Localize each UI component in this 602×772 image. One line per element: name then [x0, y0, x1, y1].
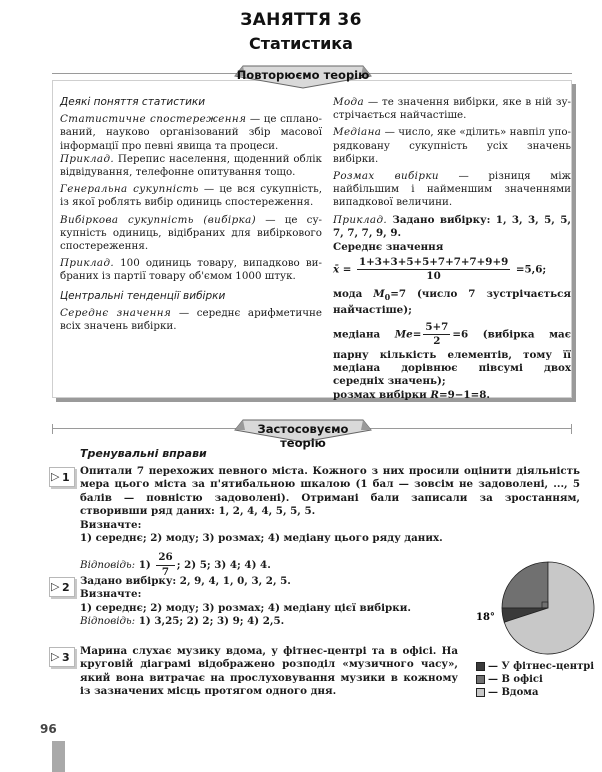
exercise-number: 2: [62, 581, 70, 594]
task-text: 1) середнє; 2) моду; 3) розмах; 4) медіану цієї вибірки.: [80, 601, 411, 614]
numerator: 26: [156, 551, 174, 565]
banner-label: Повторюємо теорію: [236, 68, 370, 82]
definition: — різниця між найбільшим і найменшим значеннями випадкової величини.: [333, 170, 571, 209]
median-fraction: [423, 321, 450, 348]
lesson-title: ЗАНЯТТЯ 36: [240, 10, 362, 30]
mode-subscript: 0: [384, 291, 391, 302]
central-tendency-heading: Центральні тенденції вибірки: [60, 289, 226, 302]
label: медіана: [333, 328, 381, 341]
answer-part: ; 2) 5; 3) 4; 4) 4.: [176, 559, 271, 572]
legend-item: [476, 660, 594, 673]
section2-tick-left: [52, 424, 53, 434]
task-text: 1) середнє; 2) моду; 3) розмах; 4) медіану цього ряду даних.: [80, 532, 443, 545]
observation-definition: [60, 113, 322, 153]
concepts-heading: Деякі поняття статистики: [60, 96, 206, 108]
triangle-right-icon: ▷: [51, 470, 60, 483]
pie-legend: [476, 660, 594, 699]
range-definition: [333, 170, 571, 210]
legend-label: — У фітнес-центрі: [488, 661, 595, 672]
legend-item: [476, 673, 594, 686]
exercise-1-badge: [49, 467, 75, 487]
triangle-right-icon: ▷: [51, 650, 60, 663]
median-symbol: Me: [394, 328, 413, 341]
page-edge-strip: [52, 741, 65, 772]
example-text: 100 одиниць товару, випадково вибраних із партії товару об'ємом 1000 штук.: [60, 257, 322, 283]
theory-left-column: [60, 96, 322, 337]
legend-item: [476, 686, 594, 699]
mean-result: =5,6;: [515, 263, 547, 276]
legend-swatch: [476, 675, 485, 684]
term: Генеральна сукупність: [60, 183, 199, 196]
median-example: [333, 321, 571, 388]
exercise-answer: [80, 615, 460, 628]
banner-label: Застосовуємо теорію: [257, 422, 349, 450]
answer-label: Відповідь:: [80, 559, 136, 572]
mode-symbol: M: [373, 287, 385, 300]
section2-tick-right: [571, 424, 572, 434]
example-text: Задано вибірку: 1, 3, 3, 5, 5, 7, 7, 7, 9, 9.: [333, 213, 571, 239]
task-label: Визначте:: [80, 518, 142, 531]
exercise-number: 1: [62, 471, 70, 484]
mean-label: Середнє значення: [333, 241, 444, 254]
answer-label: Відповідь:: [80, 615, 136, 628]
theory-right-column: [333, 96, 571, 406]
sample-definition: [60, 214, 322, 254]
text: =6 (вибірка має парну кількість елементів, тому її медіана дорівнює півсумі двох середніх значень);: [333, 328, 571, 387]
topic-title: Статистика: [249, 34, 353, 53]
page-number: 96: [40, 722, 57, 736]
music-time-pie-chart: [468, 560, 598, 656]
range-symbol: R: [430, 389, 439, 402]
text: =7 (число 7 зустрічається найчастіше);: [333, 287, 571, 316]
definition: — це спланований, науково організований збір масової інформації про певні явища та процеси.: [60, 113, 322, 152]
definition: — число, яке «ділить» навпіл упорядковану сукупність усіх значень вибірки.: [333, 126, 571, 165]
term: Статистичне спостереження: [60, 113, 247, 126]
exercise-number: 3: [62, 651, 70, 664]
text: =9−1=8.: [438, 389, 490, 402]
numerator: 5+7: [423, 321, 450, 335]
answer-part: 1): [138, 559, 151, 572]
equals: =: [412, 328, 422, 341]
exercises-heading: Тренувальні вправи: [80, 447, 207, 460]
triangle-right-icon: ▷: [51, 580, 60, 593]
term: Розмах вибірки: [333, 170, 439, 183]
mean-fraction: [357, 256, 510, 283]
exercise-2: [80, 575, 460, 629]
numerator: 1+3+3+5+5+7+7+7+9+9: [357, 256, 510, 270]
definition: — це вся сукупність, із якої роблять вибір одиниць спостереження.: [60, 183, 322, 209]
label: мода: [333, 287, 363, 300]
denominator: 10: [426, 270, 441, 283]
definition: — те значення вибірки, яке в ній зустрічається найчастіше.: [333, 96, 571, 122]
legend-label: — Вдома: [488, 687, 539, 698]
range-example: [333, 389, 571, 402]
population-definition: [60, 183, 322, 209]
term: Середнє значення: [60, 306, 172, 319]
legend-swatch: [476, 662, 485, 671]
example-label: Приклад.: [60, 152, 115, 165]
exercise-text: Марина слухає музику вдома, у фітнес-центрі та в офісі. На круговій діаграмі відображено розподіл «музичного часу», який вона витрачає на прослуховування музики в кожному із зазначених місць протягом одного дня.: [80, 645, 458, 698]
mean-definition: [60, 307, 322, 333]
denominator: 7: [161, 565, 170, 578]
legend-swatch: [476, 688, 485, 697]
label: розмах вибірки: [333, 389, 427, 402]
median-definition: [333, 126, 571, 166]
example-sample: [333, 214, 571, 240]
mean-formula: [333, 256, 571, 283]
angle-annotation: 18°: [476, 612, 495, 623]
banner-line-right: [362, 73, 572, 74]
exercise-text: Задано вибірку: 2, 9, 4, 1, 0, 3, 2, 5.: [80, 575, 291, 587]
definition: — це сукупність одиниць, відібраних для вибіркового спостереження.: [60, 213, 322, 253]
exercise-3-badge: [49, 647, 75, 667]
definition: — середнє арифметичне всіх значень вибірки.: [60, 306, 323, 333]
example-label: Приклад.: [333, 213, 388, 226]
answer-text: 1) 3,25; 2) 2; 3) 9; 4) 2,5.: [138, 615, 285, 628]
section-banner-review: [233, 64, 373, 90]
task-label: Визначте:: [80, 588, 142, 601]
denominator: 2: [433, 335, 441, 348]
term: Мода: [333, 96, 365, 108]
mode-definition: [333, 96, 571, 122]
pie-slice: [502, 562, 548, 608]
example-2: [60, 257, 322, 283]
example-1: [60, 153, 322, 179]
term: Медіана: [333, 126, 382, 139]
example-label: Приклад.: [60, 257, 115, 270]
exercise-2-badge: [49, 577, 75, 597]
term: Вибіркова сукупність (вибірка): [60, 213, 257, 226]
section-banner-apply: [233, 418, 373, 450]
banner-line-left: [52, 73, 242, 74]
example-text: Перепис населення, щоденний облік відвідування, телефонне опитування тощо.: [60, 152, 322, 179]
exercise-3: [80, 645, 458, 699]
exercise-text: Опитали 7 перехожих певного міста. Кожного з них просили оцінити діяльність мера цього міста за п'ятибальною шкалою (1 бал — зовсім не задоволені, ..., 5 балів — повністю задоволені). Отримані бали записали за зростанням, створивши ряд даних: 1, 2, 4, 4, 5, 5, 5.: [80, 465, 580, 518]
mode-example: [333, 288, 571, 317]
legend-label: — В офісі: [488, 674, 543, 685]
mean-symbol: x̄ =: [333, 263, 352, 276]
